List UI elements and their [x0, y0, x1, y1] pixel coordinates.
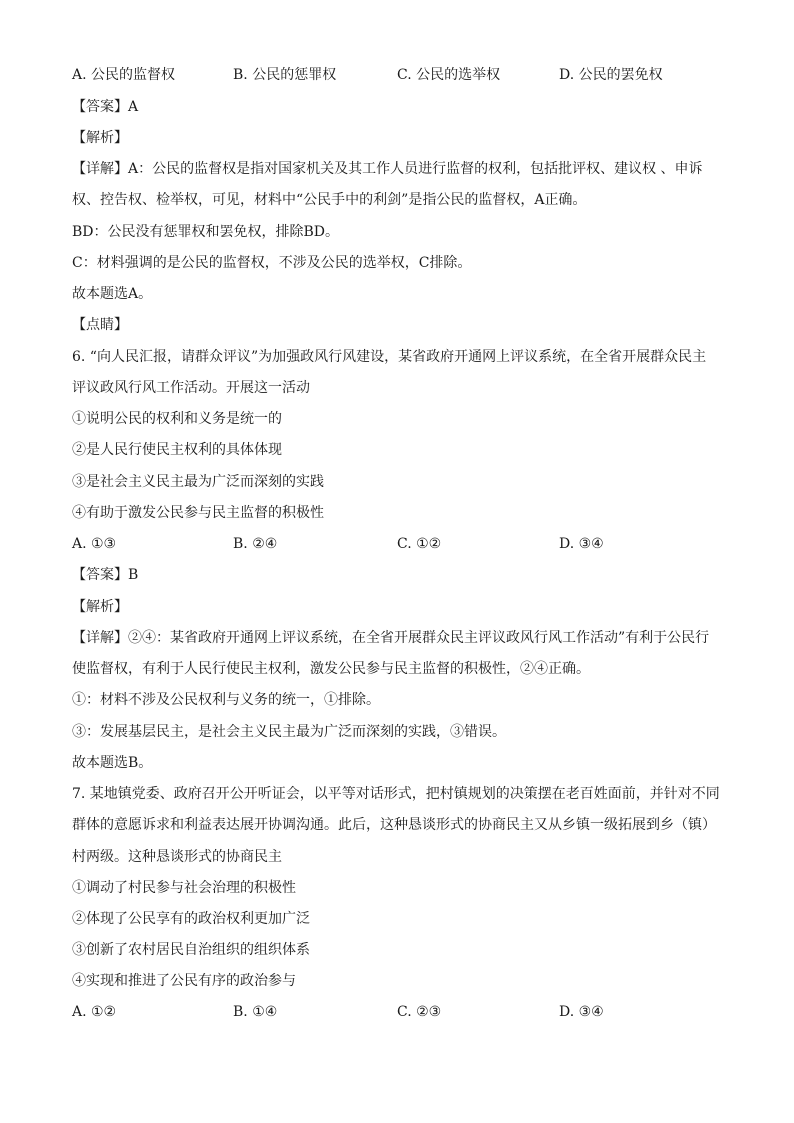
q5-analysis-tag: 【解析】 [72, 130, 128, 146]
q6-option-a: A. ①③ [72, 536, 117, 552]
q5-answer: 【答案】A [72, 99, 139, 115]
q5-detail-line: 故本题选A。 [72, 286, 153, 302]
q5-detail-line: C：材料强调的是公民的监督权，不涉及公民的选举权，C排除。 [72, 255, 472, 271]
q6-item: ④有助于激发公民参与民主监督的积极性 [72, 505, 324, 521]
q6-item: ②是人民行使民主权利的具体体现 [72, 442, 282, 458]
q7-stem-line: 村两级。这种恳谈形式的协商民主 [72, 849, 282, 865]
q5-option-b: B. 公民的惩罪权 [233, 67, 337, 83]
q6-stem-line: 评议政风行风工作活动。开展这一活动 [72, 380, 310, 396]
q7-option-c: C. ②③ [397, 1004, 442, 1020]
q7-item: ③创新了农村居民自治组织的组织体系 [72, 942, 310, 958]
q7-option-d: D. ③④ [559, 1004, 604, 1020]
q5-option-c: C. 公民的选举权 [397, 67, 501, 83]
q6-options [72, 534, 732, 554]
q5-option-a: A. 公民的监督权 [72, 67, 176, 83]
q6-item: ③是社会主义民主最为广泛而深刻的实践 [72, 474, 324, 490]
q5-detail-line: 权、控告权、检举权，可见，材料中“公民手中的利剑”是指公民的监督权，A正确。 [72, 192, 587, 208]
q6-detail-line: ③：发展基层民主，是社会主义民主最为广泛而深刻的实践，③错误。 [72, 724, 506, 740]
q6-detail-line: ①：材料不涉及公民权利与义务的统一，①排除。 [72, 692, 380, 708]
q6-detail-line: 故本题选B。 [72, 755, 153, 771]
q5-detail-line: BD：公民没有惩罪权和罢免权，排除BD。 [72, 224, 340, 240]
q5-comment-tag: 【点睛】 [72, 317, 128, 333]
q5-options [72, 65, 732, 85]
q6-option-c: C. ①② [397, 536, 442, 552]
q7-item: ②体现了公民享有的政治权利更加广泛 [72, 911, 310, 927]
q7-stem-line: 群体的意愿诉求和利益表达展开协调沟通。此后，这种恳谈形式的协商民主又从乡镇一级拓展到乡（镇） [72, 817, 716, 833]
q6-detail-line: 使监督权，有利于人民行使民主权利，激发公民参与民主监督的积极性，②④正确。 [72, 661, 590, 677]
q6-option-d: D. ③④ [559, 536, 604, 552]
q6-answer: 【答案】B [72, 567, 139, 583]
q5-detail-line: 【详解】A：公民的监督权是指对国家机关及其工作人员进行监督的权利，包括批评权、建议权 、申诉 [72, 161, 703, 177]
q7-option-b: B. ①④ [233, 1004, 278, 1020]
q6-item: ①说明公民的权利和义务是统一的 [72, 411, 282, 427]
q7-options [72, 1002, 732, 1022]
q7-stem-line: 7. 某地镇党委、政府召开公开听证会，以平等对话形式，把村镇规划的决策摆在老百姓面前，并针对不同 [72, 786, 720, 802]
q7-option-a: A. ①② [72, 1004, 117, 1020]
q6-detail-line: 【详解】②④：某省政府开通网上评议系统，在全省开展群众民主评议政风行风工作活动”有利于公民行 [72, 630, 710, 646]
q5-option-d: D. 公民的罢免权 [559, 67, 663, 83]
q6-stem-line: 6. “向人民汇报，请群众评议”为加强政风行风建设，某省政府开通网上评议系统，在全省开展群众民主 [72, 349, 707, 365]
q7-item: ①调动了村民参与社会治理的积极性 [72, 880, 296, 896]
q6-analysis-tag: 【解析】 [72, 599, 128, 615]
q7-item: ④实现和推进了公民有序的政治参与 [72, 973, 296, 989]
q6-option-b: B. ②④ [233, 536, 278, 552]
